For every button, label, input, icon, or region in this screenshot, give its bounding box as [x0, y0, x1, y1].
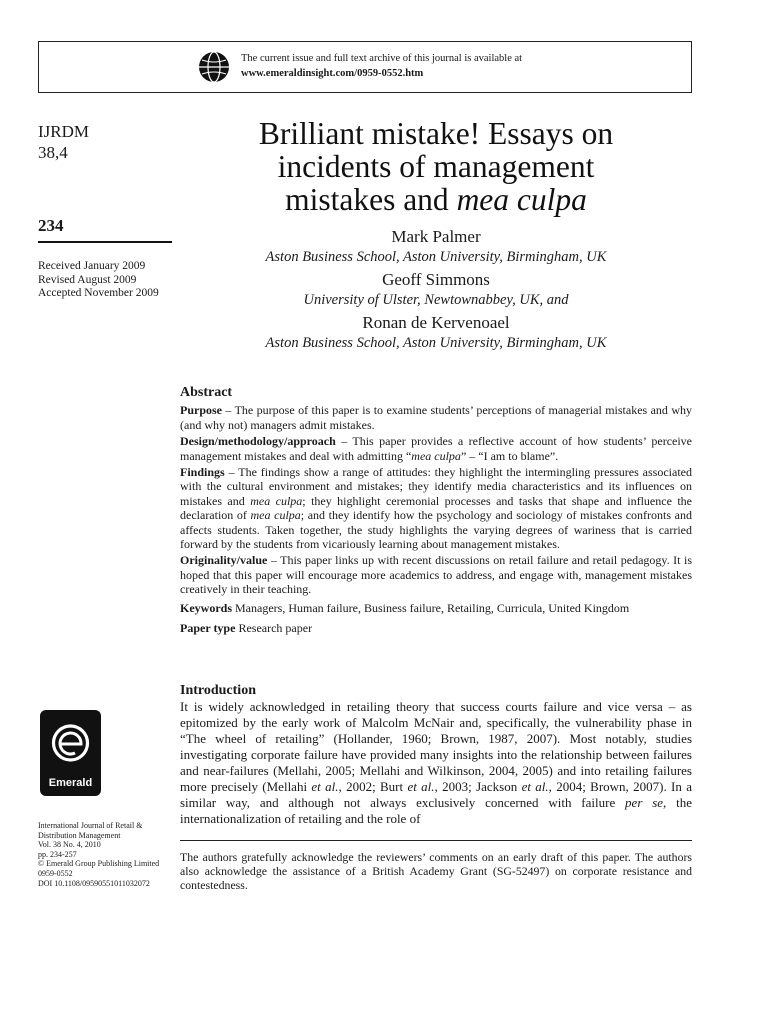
intro-text: It is widely acknowledged in retailing theory that success courts failure and vice versa – as epitomized by the early work of Malcolm McNair and, specifically, the vulnerability phase in “The wheel of retailing” (Hollander, 1960; Brown, 1987, 2007). Most notably, studies investigating corporate failure have provided many insights into the relationship between failures and near-failures (Mellahi, 2005; Mellahi and Wilkinson, 2004, 2005) and into retailing failures more precisely (Mellahi	[180, 699, 692, 794]
abstract-findings	[180, 465, 692, 551]
journal-archive-banner	[38, 41, 692, 93]
title-line-1: Brilliant mistake! Essays on	[258, 116, 614, 151]
revised-date: Revised August 2009	[38, 273, 137, 286]
findings-italic: mea culpa	[250, 493, 303, 508]
intro-italic: per se	[625, 795, 664, 810]
citation-pages: pp. 234-257	[38, 849, 77, 859]
introduction-heading: Introduction	[180, 683, 256, 698]
paper-type-label: Paper type	[180, 621, 236, 636]
emerald-logo-word: Emerald	[48, 777, 93, 789]
citation-issn: 0959-0552	[38, 868, 73, 878]
title-line-3-plain: mistakes and	[285, 182, 457, 217]
author-affiliation: Aston Business School, Aston University, Birmingham, UK	[265, 335, 607, 351]
design-text-end: ” – “I am to blame”.	[460, 448, 559, 463]
emerald-logo	[40, 710, 101, 796]
article-title	[180, 117, 692, 216]
findings-text: ; they highlight ceremonial processes and tasks that shape and influence the declaration of	[180, 493, 692, 523]
intro-italic: et al.	[521, 779, 549, 794]
intro-italic: et al.	[311, 779, 339, 794]
acknowledgement-footnote: The authors gratefully acknowledge the reviewers’ comments on an early draft of this paper. The authors also acknowledge the assistance of a British Academy Grant (SG-52497) on corporate resistance and contestedness.	[180, 850, 692, 892]
intro-text: , 2003; Jackson	[434, 779, 522, 794]
journal-volume: 38,4	[38, 143, 68, 162]
journal-code-block	[38, 121, 89, 163]
citation-copyright: © Emerald Group Publishing Limited	[38, 859, 160, 869]
archive-url-link[interactable]: www.emeraldinsight.com/0959-0552.htm	[241, 68, 424, 79]
purpose-text: – The purpose of this paper is to examine students’ perceptions of managerial mistakes and why (and why not) managers admit mistakes.	[180, 403, 692, 432]
abstract-purpose	[180, 403, 692, 432]
design-label: Design/methodology/approach	[180, 434, 336, 449]
archive-notice-text: The current issue and full text archive of this journal is available at	[241, 53, 523, 64]
citation-block	[38, 821, 178, 888]
page-number-divider	[38, 241, 172, 243]
intro-text: , the internationalization of retailing and the role of	[180, 795, 692, 826]
title-line-3	[180, 183, 692, 216]
citation-journal: International Journal of Retail &	[38, 821, 143, 830]
keywords-text: Managers, Human failure, Business failure, Retailing, Curricula, United Kingdom	[232, 600, 630, 615]
title-line-2: incidents of management	[277, 149, 595, 184]
originality-label: Originality/value	[180, 553, 268, 568]
title-line-3-italic: mea culpa	[456, 182, 587, 217]
globe-icon	[198, 51, 230, 83]
introduction-section	[180, 683, 692, 827]
footnote-divider	[180, 840, 692, 841]
intro-italic: et al.	[407, 779, 435, 794]
abstract-keywords	[180, 601, 692, 615]
paper-type-text: Research paper	[235, 621, 313, 636]
author-name: Ronan de Kervenoael	[362, 313, 510, 332]
accepted-date: Accepted November 2009	[38, 287, 159, 299]
abstract-design	[180, 434, 692, 463]
citation-doi: DOI 10.1108/09590551011032072	[38, 878, 150, 888]
journal-abbreviation: IJRDM	[38, 122, 90, 141]
page-number: 234	[38, 216, 64, 235]
originality-text: – This paper links up with recent discussions on retail failure and retail pedagogy. It is hoped that this paper will encourage more academics to address, and engage with, management mistakes creatively in their teaching.	[180, 553, 692, 597]
author-list	[180, 226, 692, 355]
keywords-label: Keywords	[180, 600, 232, 615]
abstract-section	[180, 386, 692, 638]
findings-italic: mea culpa	[250, 508, 301, 523]
findings-label: Findings	[180, 465, 225, 480]
received-date: Received January 2009	[38, 260, 146, 272]
author-name: Geoff Simmons	[382, 270, 490, 289]
citation-volume: Vol. 38 No. 4, 2010	[38, 840, 101, 850]
design-italic: mea culpa	[411, 448, 461, 463]
purpose-label: Purpose	[180, 403, 222, 418]
abstract-heading: Abstract	[180, 385, 233, 400]
abstract-paper-type	[180, 621, 692, 635]
introduction-paragraph	[180, 699, 692, 827]
author-name: Mark Palmer	[391, 227, 481, 246]
abstract-originality	[180, 553, 692, 596]
intro-text: , 2004; Brown, 2007). In a similar way, and although not always exclusively concerned with failure	[180, 779, 692, 810]
submission-dates	[38, 260, 159, 301]
emerald-e-icon	[48, 720, 93, 768]
findings-text: – The findings show a range of attitudes: they highlight the intermingling pressures associated with the cultural environment and mistakes; they identify media characteristics and its influences on mistakes and	[180, 465, 692, 508]
intro-text: , 2002; Burt	[338, 779, 408, 794]
author-affiliation: University of Ulster, Newtownabbey, UK, and	[303, 292, 569, 308]
citation-journal: Distribution Management	[38, 830, 121, 840]
author-affiliation: Aston Business School, Aston University, Birmingham, UK	[265, 249, 607, 265]
findings-text: ; and they identify how the psychology and sociology of mistakes confronts and affects students. Taken together, the study highlights the varying degrees of wariness that is carried forward by the students from vicariously learning about management mistakes.	[180, 508, 692, 552]
design-text: – This paper provides a reflective account of how students’ perceive management mistakes and deal with admitting “	[180, 434, 692, 463]
